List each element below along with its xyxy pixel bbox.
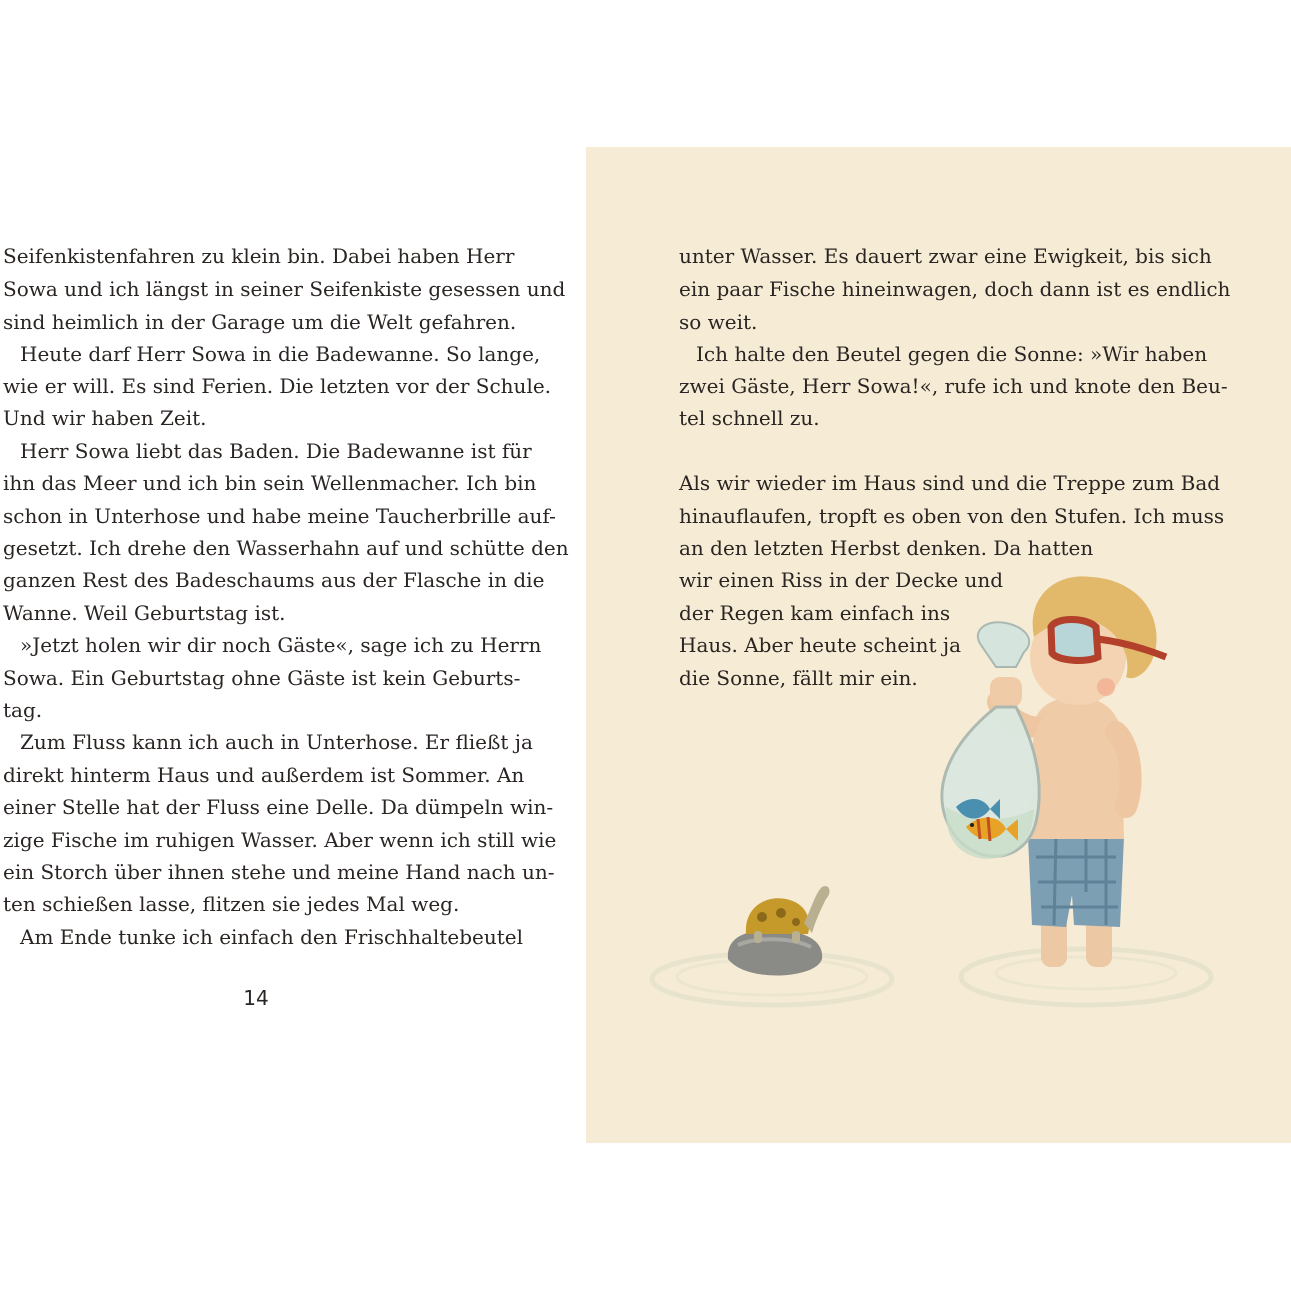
text-line: Herr Sowa liebt das Baden. Die Badewanne ist für [20,439,532,463]
text-line: hinauflaufen, tropft es oben von den Stufen. Ich muss [679,504,1225,528]
text-line: die Sonne, fällt mir ein. [679,666,918,690]
text-line: zwei Gäste, Herr Sowa!«, rufe ich und knote den Beu- [679,374,1228,398]
text-line: einer Stelle hat der Fluss eine Delle. Da dümpeln win- [3,795,554,819]
text-line: gesetzt. Ich drehe den Wasserhahn auf und schütte den [3,536,569,560]
text-line: ein Storch über ihnen stehe und meine Hand nach un- [3,860,555,884]
text-line: Seifenkistenfahren zu klein bin. Dabei haben Herr [3,244,515,268]
text-line: zige Fische im ruhigen Wasser. Aber wenn ich still wie [3,828,557,852]
text-line: wir einen Riss in der Decke und [679,568,1004,592]
text-line: der Regen kam einfach ins [679,601,951,625]
text-line: Sowa. Ein Geburtstag ohne Gäste ist kein Geburts- [3,666,521,690]
text-line: »Jetzt holen wir dir noch Gäste«, sage ich zu Herrn [20,633,542,657]
text-line: Haus. Aber heute scheint ja [679,633,962,657]
text-line: Ich halte den Beutel gegen die Sonne: »Wir haben [696,342,1208,366]
text-line: unter Wasser. Es dauert zwar eine Ewigkeit, bis sich [679,244,1212,268]
page-number: 14 [243,986,269,1010]
text-line: ganzen Rest des Badeschaums aus der Flasche in die [3,568,545,592]
text-line: Am Ende tunke ich einfach den Frischhaltebeutel [20,925,523,949]
text-line: tel schnell zu. [679,406,820,430]
text-line: ein paar Fische hineinwagen, doch dann ist es endlich [679,277,1231,301]
text-line: an den letzten Herbst denken. Da hatten [679,536,1094,560]
text-line: Wanne. Weil Geburtstag ist. [3,601,286,625]
rock-icon [728,930,822,976]
text-line: Und wir haben Zeit. [3,406,207,430]
text-line: schon in Unterhose und habe meine Taucherbrille auf- [3,504,556,528]
text-line: Zum Fluss kann ich auch in Unterhose. Er fließt ja [20,730,533,754]
text-line: tag. [3,698,43,722]
text-line: ten schießen lasse, flitzen sie jedes Mal weg. [3,892,460,916]
text-line: ihn das Meer und ich bin sein Wellenmacher. Ich bin [3,471,537,495]
text-line: so weit. [679,310,758,334]
text-line: wie er will. Es sind Ferien. Die letzten vor der Schule. [3,374,552,398]
text-line: sind heimlich in der Garage um die Welt gefahren. [3,310,517,334]
text-line: direkt hinterm Haus und außerdem ist Sommer. An [3,763,525,787]
text-line: Heute darf Herr Sowa in die Badewanne. So lange, [20,342,541,366]
text-line: Sowa und ich längst in seiner Seifenkiste gesessen und [3,277,566,301]
text-line: Als wir wieder im Haus sind und die Treppe zum Bad [679,471,1221,495]
